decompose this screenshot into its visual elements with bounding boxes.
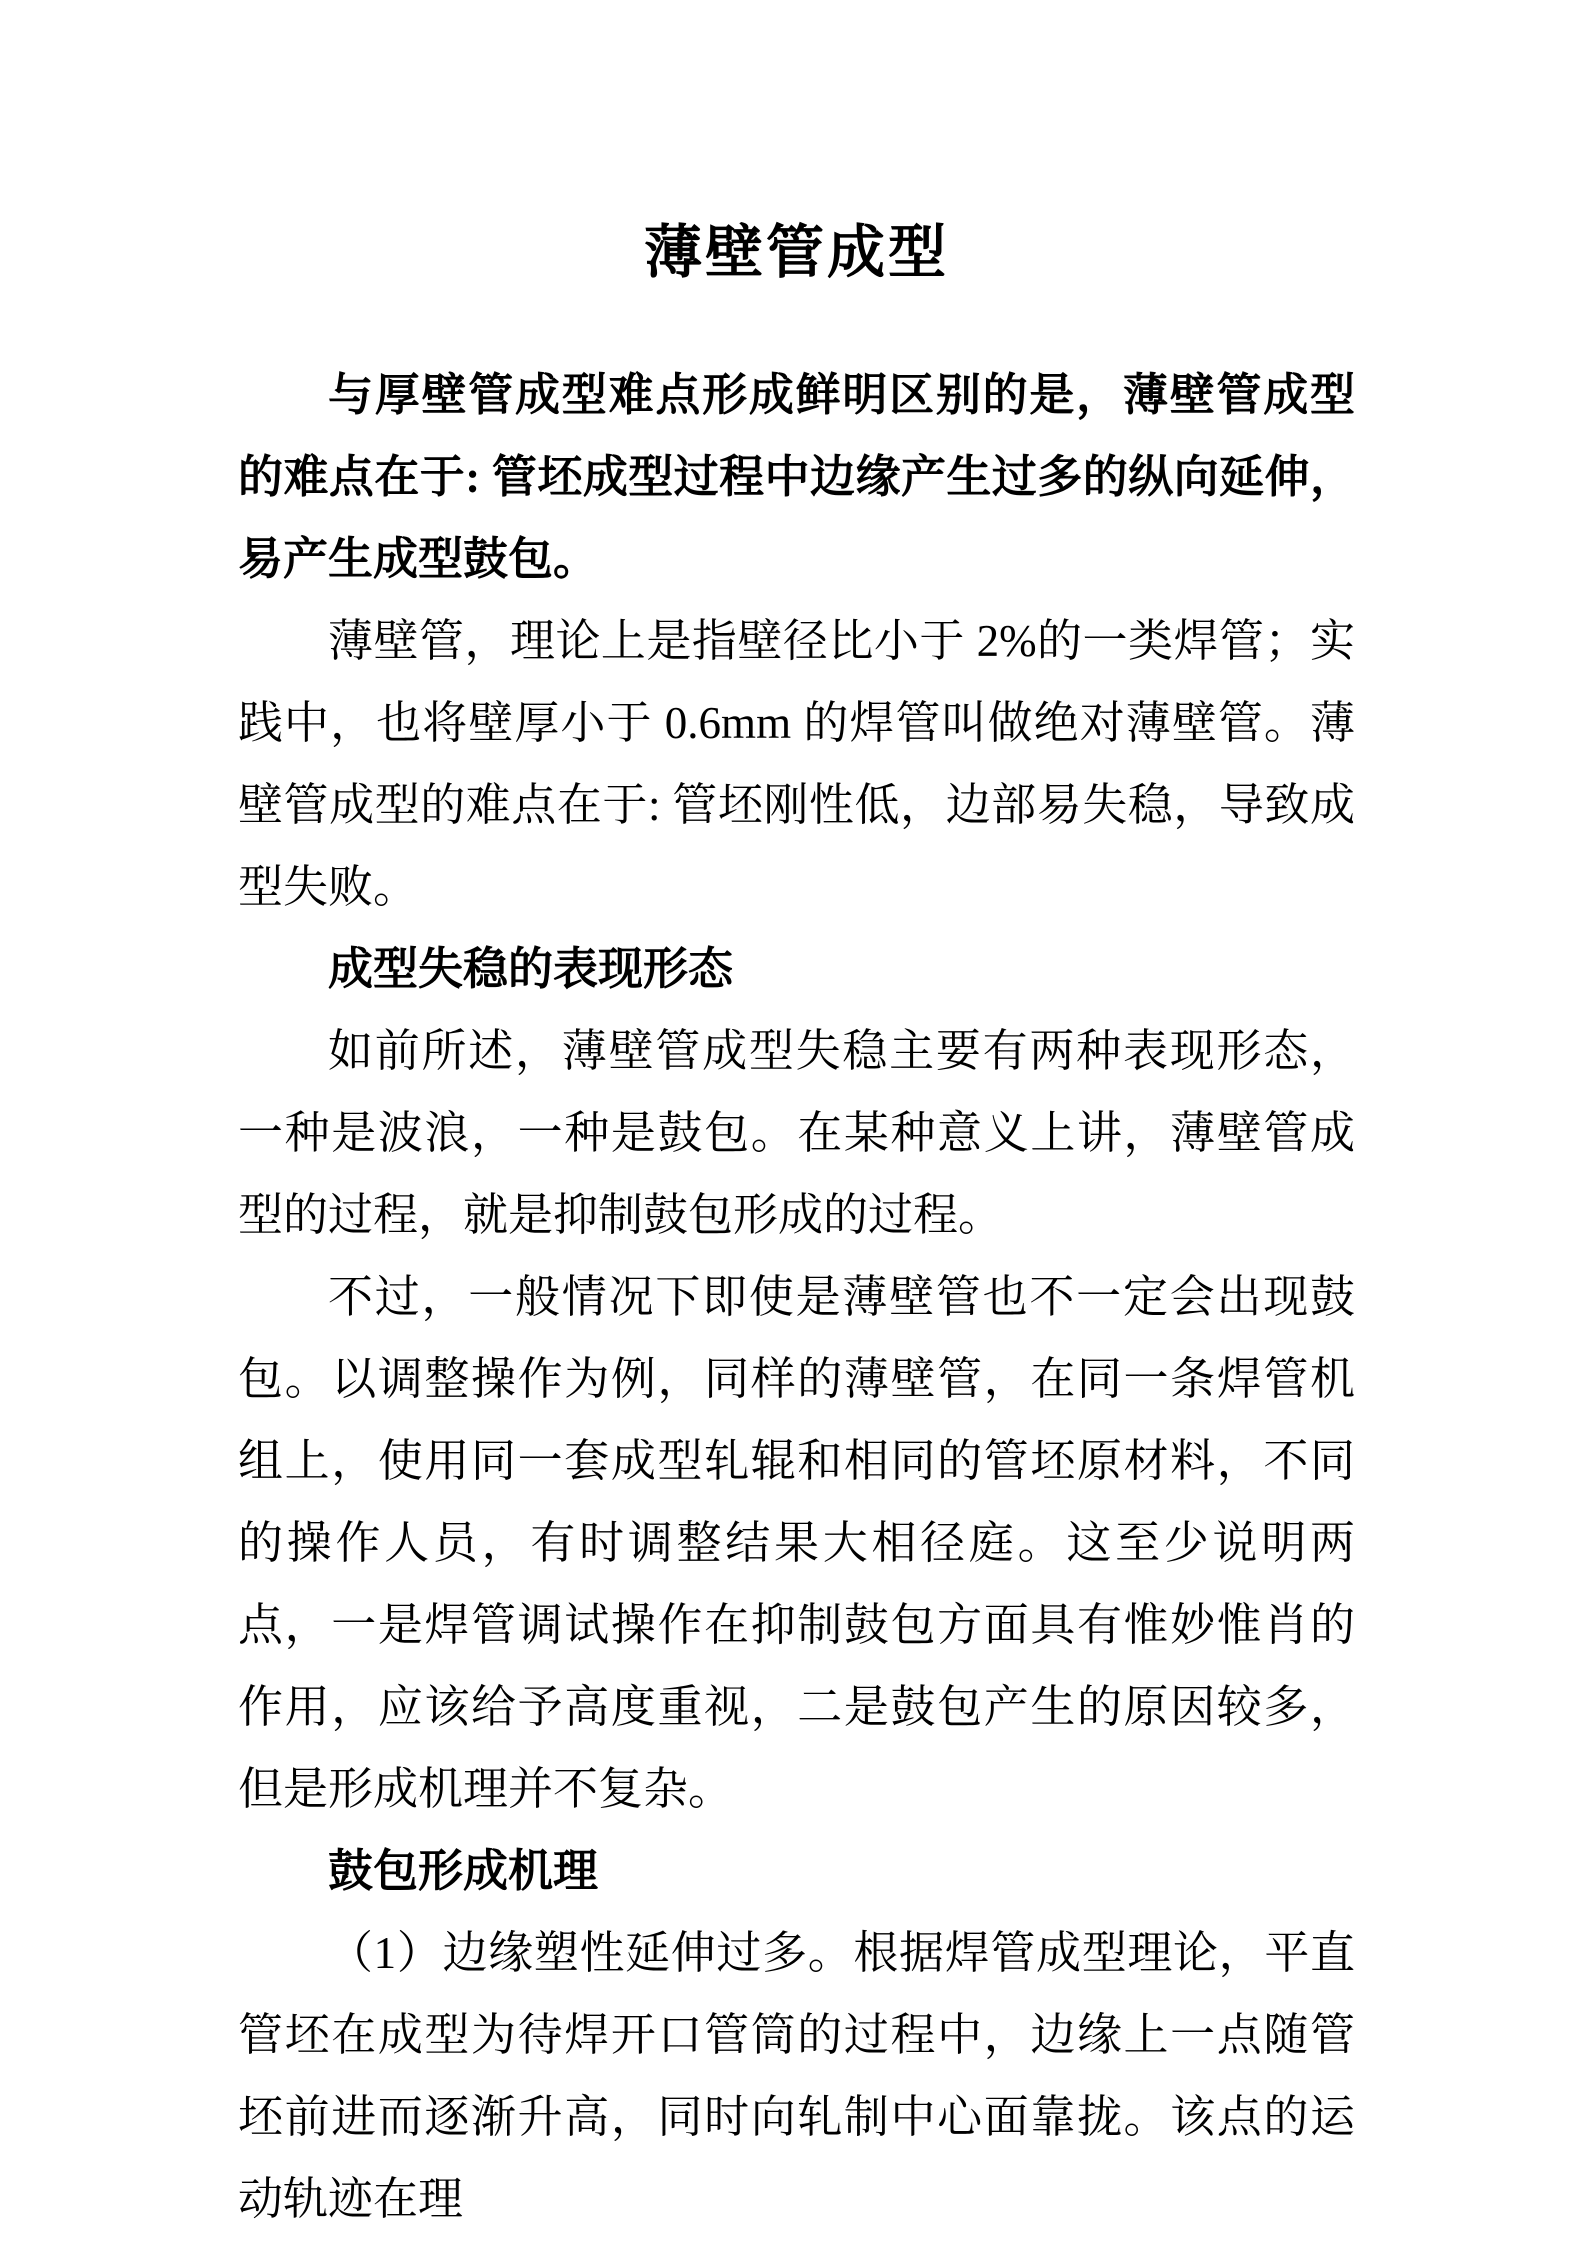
lead-paragraph: 与厚壁管成型难点形成鲜明区别的是，薄壁管成型的难点在于: 管坯成型过程中边缘产生过多的纵向延伸，易产生成型鼓包。 [238,370,1355,584]
paragraph: 如前所述，薄壁管成型失稳主要有两种表现形态，一种是波浪，一种是鼓包。在某种意义上讲，薄壁管成型的过程，就是抑制鼓包形成的过程。 [238,1026,1355,1240]
document-title: 薄壁管成型 [643,220,949,285]
section-heading-bulge-mechanism: 鼓包形成机理 [328,1846,599,1896]
paragraph: 不过，一般情况下即使是薄壁管也不一定会出现鼓包。以调整操作为例，同样的薄壁管，在同一条焊管机组上，使用同一套成型轧辊和相同的管坯原材料，不同的操作人员，有时调整结果大相径庭。这至少说明两点，一是焊管调试操作在抑制鼓包方面具有惟妙惟肖的作用，应该给予高度重视，二是鼓包产生的原因较多，但是形成机理并不复杂。 [238,1272,1355,1814]
paragraph: 薄壁管，理论上是指壁径比小于 2%的一类焊管；实践中，也将壁厚小于 0.6mm 的焊管叫做绝对薄壁管。薄壁管成型的难点在于: 管坯刚性低，边部易失稳，导致成型失败。 [238,616,1355,912]
section-heading-instability-forms: 成型失稳的表现形态 [328,944,734,994]
paragraph: （1）边缘塑性延伸过多。根据焊管成型理论，平直管坯在成型为待焊开口管筒的过程中，边缘上一点随管坯前进而逐渐升高，同时向轧制中心面靠拢。该点的运动轨迹在理 [238,1928,1355,2224]
